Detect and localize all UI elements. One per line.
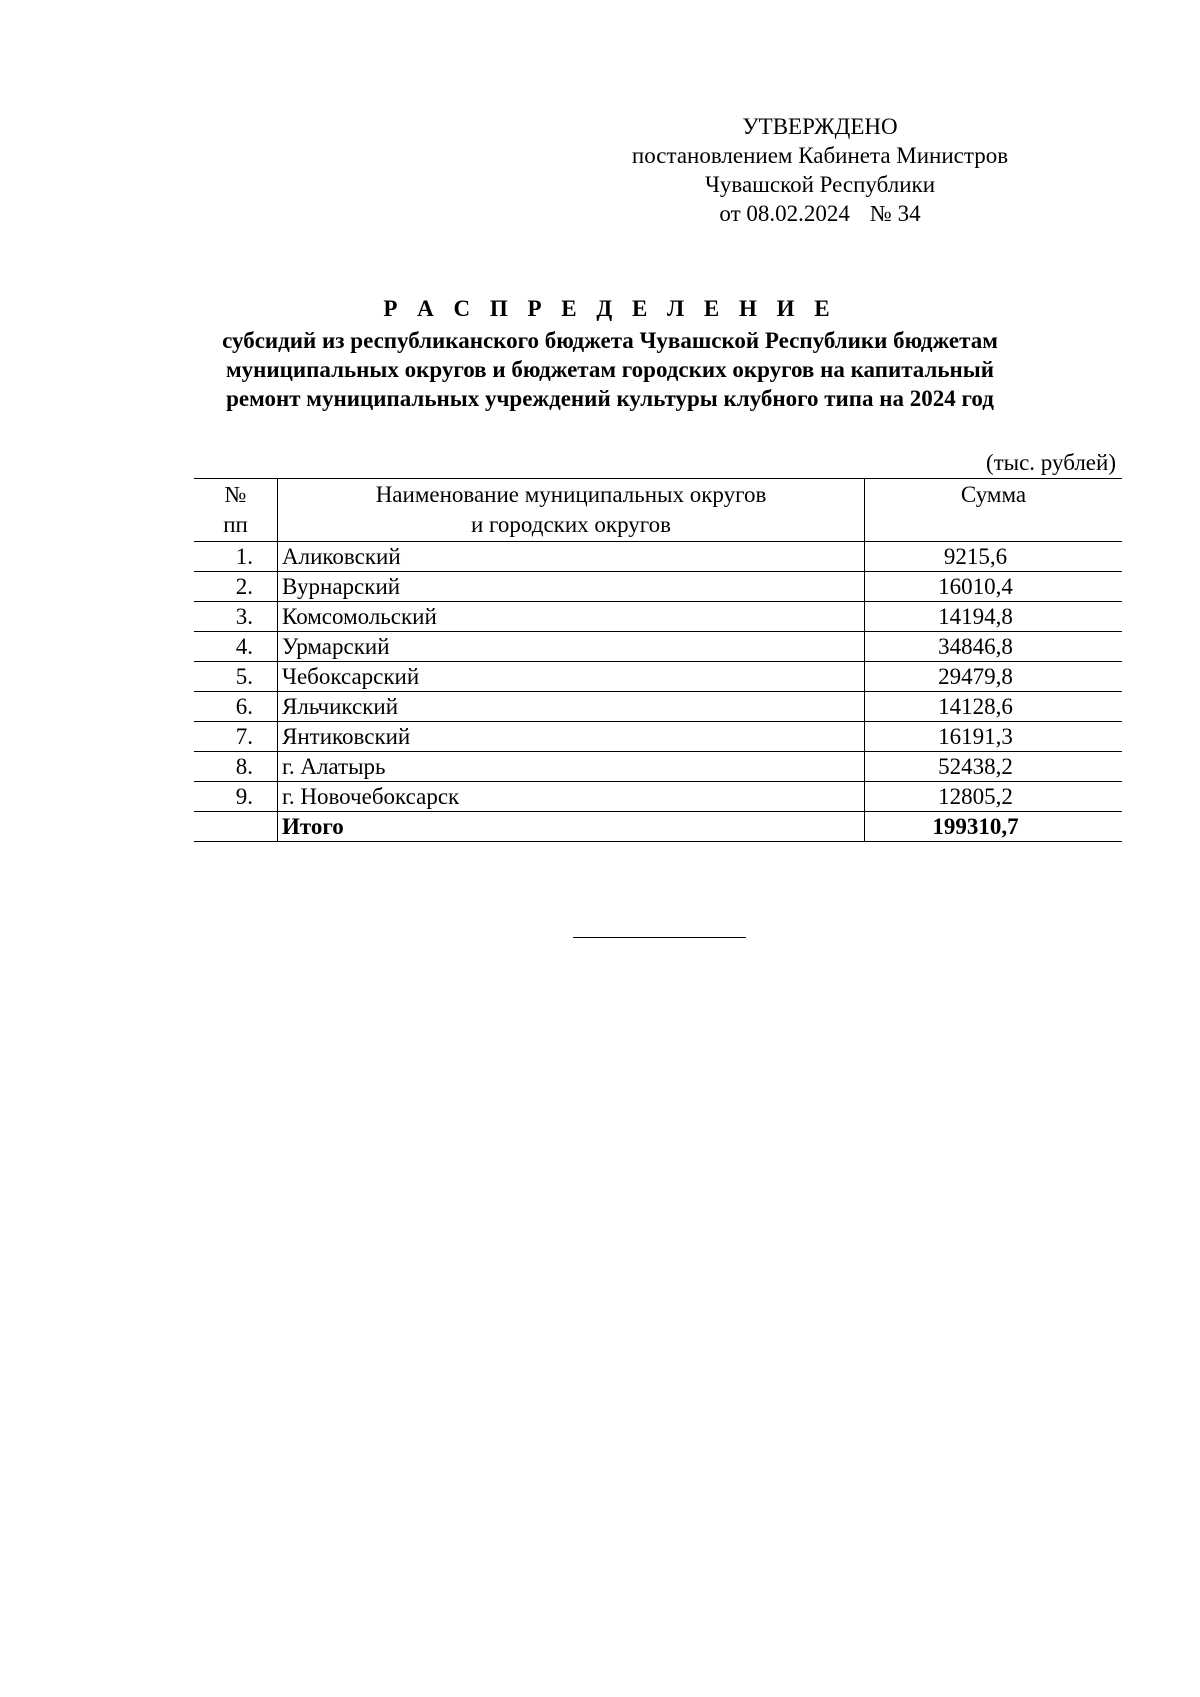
header-number-line: № xyxy=(224,482,247,507)
row-name: Чебоксарский xyxy=(278,662,865,692)
header-sum: Сумма xyxy=(865,479,1123,542)
row-number: 5. xyxy=(194,662,278,692)
table-row xyxy=(194,692,1122,722)
subtitle-line: ремонт муниципальных учреждений культуры клубного типа на 2024 год xyxy=(226,386,994,411)
approval-stamp: УТВЕРЖДЕНО xyxy=(742,114,898,139)
row-name: г. Новочебоксарск xyxy=(278,782,865,812)
row-number: 7. xyxy=(194,722,278,752)
distribution-table xyxy=(194,478,1122,842)
header-name xyxy=(278,479,865,542)
table-row xyxy=(194,662,1122,692)
row-number: 4. xyxy=(194,632,278,662)
approval-date-number xyxy=(620,199,1020,228)
row-number: 9. xyxy=(194,782,278,812)
subtitle-line: муниципальных округов и бюджетам городских округов на капитальный xyxy=(225,357,995,382)
table-row xyxy=(194,782,1122,812)
row-number: 2. xyxy=(194,572,278,602)
row-sum: 14194,8 xyxy=(865,602,1123,632)
table-row xyxy=(194,572,1122,602)
table-row xyxy=(194,722,1122,752)
approval-block xyxy=(620,112,1020,228)
row-name: Яльчикский xyxy=(278,692,865,722)
row-sum: 52438,2 xyxy=(865,752,1123,782)
header-name-line: Наименование муниципальных округов xyxy=(375,482,767,507)
table-row xyxy=(194,542,1122,572)
row-sum: 9215,6 xyxy=(865,542,1123,572)
document-title: Р А С П Р Е Д Е Л Е Н И Е xyxy=(383,296,837,321)
approval-number: № 34 xyxy=(869,201,921,226)
row-sum: 14128,6 xyxy=(865,692,1123,722)
document-heading xyxy=(180,294,1040,413)
header-number xyxy=(194,479,278,542)
row-sum: 34846,8 xyxy=(865,632,1123,662)
approval-republic: Чувашской Республики xyxy=(704,172,936,197)
units-label: (тыс. рублей) xyxy=(985,450,1116,475)
header-name-line: и городских округов xyxy=(471,512,671,537)
subtitle-line: субсидий из республиканского бюджета Чувашской Республики бюджетам xyxy=(222,328,998,353)
approval-date: от 08.02.2024 xyxy=(719,201,850,226)
row-name: Вурнарский xyxy=(278,572,865,602)
header-number-line: пп xyxy=(223,512,248,537)
row-sum: 29479,8 xyxy=(865,662,1123,692)
document-end-divider xyxy=(573,937,746,938)
total-sum: 199310,7 xyxy=(865,812,1123,842)
row-sum: 16010,4 xyxy=(865,572,1123,602)
row-name: Аликовский xyxy=(278,542,865,572)
row-sum: 16191,3 xyxy=(865,722,1123,752)
table-row xyxy=(194,632,1122,662)
table-header-row xyxy=(194,479,1122,542)
row-name: Янтиковский xyxy=(278,722,865,752)
row-name: Урмарский xyxy=(278,632,865,662)
row-sum: 12805,2 xyxy=(865,782,1123,812)
approval-authority: постановлением Кабинета Министров xyxy=(631,143,1009,168)
document-subtitle xyxy=(180,326,1040,413)
row-number: 3. xyxy=(194,602,278,632)
table-total-row xyxy=(194,812,1122,842)
row-number: 1. xyxy=(194,542,278,572)
row-name: г. Алатырь xyxy=(278,752,865,782)
row-name: Комсомольский xyxy=(278,602,865,632)
total-number xyxy=(194,812,278,842)
row-number: 6. xyxy=(194,692,278,722)
total-label: Итого xyxy=(278,812,865,842)
row-number: 8. xyxy=(194,752,278,782)
table-row xyxy=(194,752,1122,782)
table-row xyxy=(194,602,1122,632)
